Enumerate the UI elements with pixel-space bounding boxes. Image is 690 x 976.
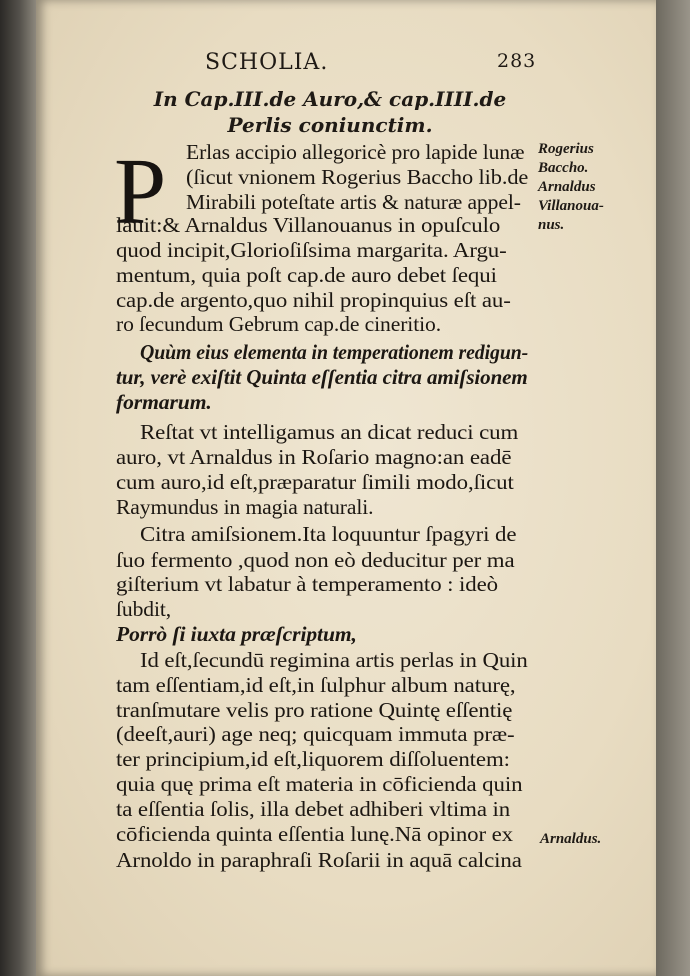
drop-cap: P [114, 140, 167, 244]
book-binding [0, 0, 36, 976]
text-line: tur, verè exiſtit Quinta eſſentia citra amiſsionem [116, 365, 528, 389]
text-line: lauit:& Arnaldus Villanouanus in opuſculo [116, 213, 501, 237]
text-line: cum auro,id eſt,præparatur ſimili modo,ſicut [116, 470, 514, 494]
text-line: ter principium,id eſt,liquorem diſſoluentem: [116, 747, 510, 771]
margin-note-line: Villanoua- [538, 198, 604, 214]
margin-note-line: Baccho. [538, 160, 589, 176]
section-heading-line-1: In Cap.III.de Auro,& cap.IIII.de [153, 87, 507, 111]
text-line: tranſmutare velis pro ratione Quintę eſſentię [116, 698, 513, 722]
page-number: 283 [497, 50, 537, 72]
text-line: quod incipit,Glorioſiſsima margarita. Argu- [116, 238, 507, 262]
text-line: Raymundus in magia naturali. [116, 495, 374, 519]
margin-note-line: Arnaldus [538, 179, 596, 195]
text-line: Citra amiſsionem.Ita loquuntur ſpagyri de [140, 522, 517, 546]
text-line: giſterium vt labatur à temperamento : ideò [116, 572, 498, 596]
text-line: ſuo fermento ,quod non eò deducitur per ma [116, 548, 515, 572]
section-heading-line-2: Perlis coniunctim. [227, 113, 433, 137]
text-line: cap.de argento,quo nihil propinquius eſt au- [116, 288, 511, 312]
text-line: mentum, quia poſt cap.de auro debet ſequi [116, 263, 497, 287]
margin-note-line: nus. [538, 217, 565, 233]
text-line: quia quę prima eſt materia in cōficienda quin [116, 772, 523, 796]
text-line: Id eſt,ſecundū regimina artis perlas in Quin [140, 648, 528, 672]
text-line: ro ſecundum Gebrum cap.de cineritio. [116, 312, 441, 336]
margin-note-line: Rogerius [538, 141, 594, 157]
text-line: tam eſſentiam,id eſt,in ſulphur album naturę, [116, 673, 516, 697]
text-line: Mirabili poteſtate artis & naturæ appel- [186, 190, 521, 214]
text-line: ta eſſentia ſolis, illa debet adhiberi vltima in [116, 797, 511, 821]
margin-note-arnaldus: Arnaldus. [540, 831, 602, 847]
text-line: Arnoldo in paraphraſi Roſarii in aquā calcina [116, 848, 522, 872]
margin-note-rogerius [538, 140, 604, 235]
text-line: Quùm eius elementa in temperationem redigun- [140, 340, 529, 364]
text-line: Erlas accipio allegoricè pro lapide lunæ [186, 140, 525, 164]
page-edge [656, 0, 690, 976]
text-line: cōficienda quinta eſſentia lunę.Nā opinor ex [116, 822, 514, 846]
text-line: auro, vt Arnaldus in Roſario magno:an eadē [116, 445, 512, 469]
text-line: (ſicut vnionem Rogerius Baccho lib.de [186, 165, 529, 189]
text-line: ſubdit, [116, 597, 172, 621]
text-line: Porrò ſi iuxta præſcriptum, [116, 622, 357, 646]
text-line: (deeſt,auri) age neq; quicquam immuta præ- [116, 722, 515, 746]
header-title: SCHOLIA. [205, 50, 329, 75]
text-line: Reſtat vt intelligamus an dicat reduci cum [140, 420, 519, 444]
text-line: formarum. [116, 390, 212, 414]
